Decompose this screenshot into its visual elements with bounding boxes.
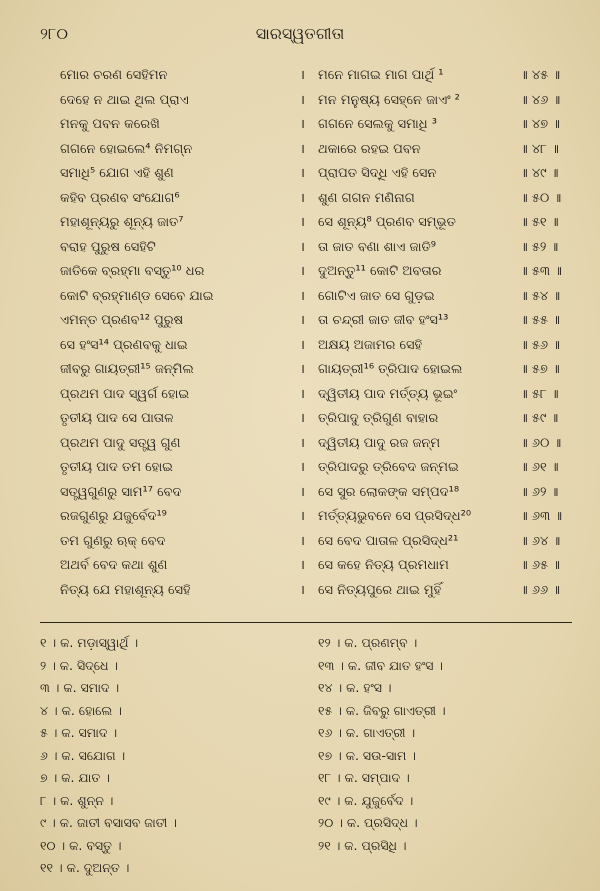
verse-number: ॥ ୫୩ ॥ [520,264,562,279]
verse-number: ॥ ୫୦ ॥ [520,190,562,206]
verse-second-half: ତା ଚନ୍ଦ୍ରୀ ଜାତ ଜୀବ ହଂସ¹³ [318,313,449,328]
footnote-item: ୨୦ । କ. ପ୍ରସିଦ୍ଧ । [318,815,418,830]
verse-separator: । [300,117,305,132]
verse-row [0,64,600,89]
footnote-item: ୧ । କ. ମଡ଼ାସ୍ୱାର୍ଥି । [40,635,139,650]
verse-first-half: ଦେହେ ନ ଥାଇ ଥିଲ ପ୍ରାଏ [60,92,189,108]
verse-second-half: ଥକାରେ ରହଇ ପବନ [318,141,421,157]
verse-number: ॥ ୫୪ ॥ [520,288,561,304]
verse-first-half: ଜାତିକେ ବ୍ରହ୍ମା ବସ୍ତୁ¹⁰ ଧର [60,264,205,279]
verse-row [0,113,600,138]
verse-row [0,138,600,163]
verse-row [0,407,600,432]
footnote-item: ୧୩ । କ. ଜୀବ ଯାତ ହଂସ । [318,657,444,673]
verse-row [0,432,600,457]
footnote-item: ୮ । କ. ଶୁନ୍ନ । [40,792,114,808]
verse-separator: । [300,435,305,451]
footnote-item: ୧୪ । କ. ହଂସ । [318,680,392,695]
verse-second-half: ଅକ୍ଷୟ ଅଜାମର ସେହି [318,337,423,353]
page-number: ୨୮୦ [40,24,68,43]
verse-second-half: ଗଗନେ ସେଲକୁ ସମାଧି ³ [318,117,437,132]
verse-row [0,579,600,604]
verse-number: ॥ ୫୬ ॥ [520,337,560,353]
footnote-item: ୧୭ । କ. ସଉ-ସାମ । [318,747,416,763]
verse-first-half: ସମାଧି⁵ ଯୋଗ ଏହି ଶୁଣ [60,166,174,181]
verse-separator: । [300,362,305,377]
verse-separator: । [300,411,305,426]
verse-first-half: ମହାଶୂନ୍ୟରୁ ଶୂନ୍ୟ ଜାତ⁷ [60,215,184,230]
verse-second-half: ସେ ସୁର ଲୋକଙ୍କ ସମ୍ପଦ¹⁸ [318,484,460,500]
verse-second-half: ମନ ମନୁଷ୍ୟ ସେହ୍ନେ ଜାଏଂ ² [318,92,460,108]
verse-second-half: ସେ କହେ ନିତ୍ୟ ପ୍ରମଧାମ [318,558,449,573]
verse-first-half: କୋଟି ବ୍ରହ୍ମାଣ୍ଡ ସେବେ ଯାଇ [60,288,214,304]
footnote-item: ୧୮ । କ. ସମ୍ପାଦ । [318,770,410,785]
verse-first-half: ପ୍ରଥମ ପାଦୁ ସତ୍ତ୍ୱ ଗୁଣ [60,435,181,451]
footnote-item: ୫ । କ. ସମାଦ । [40,725,118,740]
footnote-item: ୭ । କ. ଯାତ । [40,770,110,785]
verse-separator: । [300,337,305,353]
verse-number: ॥ ୬୪ ॥ [520,533,561,549]
verse-second-half: ସେ ଶୂନ୍ୟ⁸ ପ୍ରଣବ ସମ୍ଭୂତ [318,215,456,230]
verse-second-half: ଶୁଣ ଗଗନ ମଣିନାଗ [318,190,415,206]
verse-separator: । [300,239,305,255]
footnotes-left-column [40,632,300,880]
verse-row [0,260,600,285]
verse-separator: । [300,533,305,549]
footnote-item: ୨ । କ. ସିଦ୍ଧେ । [40,657,119,673]
footnote-item: ୯ । କ. ଜାତୀ ବସାସବ ଜାତୀ । [40,815,177,830]
verse-separator: । [300,68,305,83]
verse-number: ॥ ୬୨ ॥ [520,484,559,500]
verse-row [0,530,600,555]
verse-row [0,89,600,114]
verse-separator: । [300,509,305,524]
verse-separator: । [300,460,305,475]
verse-separator: । [300,190,305,206]
verse-second-half: ଦ୍ୱିତୀୟ ପାଦ ମର୍ତ୍ତ୍ୟ ଭୂଇଂ [318,386,457,402]
verse-number: ॥ ୫୮ ॥ [520,386,559,402]
running-title: ସାରସ୍ୱତଗୀତା [255,24,345,43]
verse-second-half: ମନେ ମାଗଇ ମାଗ ପାର୍ଥି ¹ [318,68,444,83]
verse-separator: । [300,582,305,598]
verse-number: ॥ ୫୨ ॥ [520,239,559,255]
verse-first-half: ଗଗନେ ହୋଇଲେ⁴ ନିମଗ୍ନ [60,141,193,157]
verse-second-half: ଦୁଅନ୍ତୁ¹¹ କୋଟି ଅବତାର [318,264,442,279]
verse-number: ॥ ୪୫ ॥ [520,68,561,83]
verse-second-half: ମର୍ତ୍ତ୍ୟଭୁବନେ ସେ ପ୍ରସିଦ୍ଧ²⁰ [318,509,472,524]
verse-first-half: ଜୀବରୁ ଗାୟତ୍ରୀ¹⁵ ଜନ୍ମିଲ [60,362,194,377]
footnote-item: ୧୫ । କ. ଜିବରୁ ଗାଏତ୍ରୀ । [318,702,446,718]
verse-separator: । [300,92,305,108]
footnote-item: ୬ । କ. ସଯୋଗ । [40,747,126,763]
verse-row [0,162,600,187]
verse-second-half: ସେ ବେଦ ପାତାଳ ପ୍ରସିଦ୍ଧ²¹ [318,533,459,549]
footnote-item: ୪ । କ. ହୋଲେ । [40,702,122,718]
verse-second-half: ଗୋଟିଏ ଜାତ ସେ ଗୁଡ଼ଇ [318,288,435,304]
verse-first-half: ଅଥର୍ବ ବେଦ କଥା ଶୁଣ [60,558,168,573]
verse-number: ॥ ୫୭ ॥ [520,362,560,377]
verse-row [0,187,600,212]
footnote-item: ୧୯ । କ. ଯୁଜୁର୍ବେଦ । [318,792,414,808]
verse-first-half: ନିତ୍ୟ ଯେ ମହାଶୂନ୍ୟ ସେହି [60,582,191,598]
verse-separator: । [300,264,305,279]
verse-separator: । [300,313,305,328]
verse-number: ॥ ୬୫ ॥ [520,558,560,573]
verse-second-half: ପ୍ରାପତ ସିଦ୍ଧି ଏହି ସେନ [318,166,437,181]
footnote-item: ୧୦ । କ. ବସ୍ତୁ । [40,837,122,853]
verse-separator: । [300,215,305,230]
verse-first-half: ତମ ଗୁଣରୁ ଋକ୍ ବେଦ [60,533,166,549]
footnote-item: ୨୧ । କ. ପ୍ରସିଧି । [318,837,407,853]
verse-first-half: ମୋର ଚରଣ ସେହିମନ [60,68,168,83]
verse-number: ॥ ୫୯ ॥ [520,411,559,426]
verse-number: ॥ ୪୯ ॥ [520,166,559,181]
verse-separator: । [300,166,305,181]
verse-separator: । [300,288,305,304]
verse-second-half: ତା ଜାତ ବଣା ଶାଏ ଜାତି⁹ [318,239,436,255]
verse-number: ॥ ୪୭ ॥ [520,117,560,132]
verse-separator: । [300,141,305,157]
verse-row [0,285,600,310]
verse-first-half: ସତ୍ତ୍ୱଗୁଣରୁ ସାମ¹⁷ ବେଦ [60,484,182,500]
verse-first-half: ପ୍ରଥମ ପାଦ ସ୍ୱର୍ଗ ହୋଇ [60,386,190,402]
footnote-item: ୧୬ । କ. ଗାଏତ୍ରୀ । [318,725,416,740]
verse-first-half: ମନକୁ ପବନ କରେଖି [60,117,160,132]
footnotes-right-column [318,632,578,857]
verse-row [0,334,600,359]
verse-separator: । [300,386,305,402]
footnote-divider [40,622,572,623]
verse-number: ॥ ୪୮ ॥ [520,141,559,157]
verse-second-half: ସେ ନିତ୍ୟପୁରେ ଥାଇ ମୁହିଁ [318,582,442,598]
verse-separator: । [300,558,305,573]
verse-number: ॥ ୫୫ ॥ [520,313,560,328]
verse-number: ॥ ୫୧ ॥ [520,215,559,230]
verse-first-half: ଏମନ୍ତ ପ୍ରଣବ¹² ପୁରୁଷ [60,313,184,328]
verse-row [0,309,600,334]
verse-row [0,211,600,236]
footnote-item: ୩ । କ. ସମାଦ । [40,680,120,695]
verse-row [0,236,600,261]
page-header [0,24,600,50]
verse-first-half: ତୃତୀୟ ପାଦ ସେ ପାତାଳ [60,411,174,426]
verse-number: ॥ ୬୧ ॥ [520,460,559,475]
verse-first-half: ବରାହ ପୁରୁଷ ସେହିଟି [60,239,156,255]
footnote-item: ୧୧ । କ. ଦୁଅନ୍ତ । [40,860,130,875]
verse-second-half: ଦ୍ୱିତୀୟ ପାଦୁ ରଜ ଜନ୍ମ [318,435,441,451]
verse-second-half: ଗାୟତ୍ରୀ¹⁶ ତ୍ରିପାଦ ହୋଇଲ [318,362,463,377]
verse-row [0,505,600,530]
footnote-item: ୧୨ । କ. ପ୍ରଣମ୍ବ । [318,635,418,650]
verse-row [0,456,600,481]
verse-number: ॥ ୪୬ ॥ [520,92,561,108]
verse-row [0,554,600,579]
footnotes [0,632,600,887]
verse-second-half: ତ୍ରିପାଦରୁ ତ୍ରିବେଦ ଜନ୍ମଇ [318,460,459,475]
verse-row [0,383,600,408]
verse-number: ॥ ୬୬ ॥ [520,582,560,598]
verse-first-half: କହିବ ପ୍ରଣବ ସଂଯୋଗ⁶ [60,190,180,206]
verse-number: ॥ ୬୦ ॥ [520,435,562,451]
verse-row [0,481,600,506]
verse-table [0,64,600,603]
verse-first-half: ତୃତୀୟ ପାଦ ତମ ହୋଇ [60,460,173,475]
verse-number: ॥ ୬୩ ॥ [520,509,563,524]
verse-separator: । [300,484,305,500]
verse-second-half: ତ୍ରିପାଦୁ ତ୍ରିଗୁଣ ବାହାର [318,411,439,426]
verse-first-half: ସେ ହଂସ¹⁴ ପ୍ରଣବକୁ ଧାଇ [60,337,188,353]
verse-row [0,358,600,383]
verse-first-half: ରଜଗୁଣରୁ ଯଜୁର୍ବେଦ¹⁹ [60,509,167,524]
